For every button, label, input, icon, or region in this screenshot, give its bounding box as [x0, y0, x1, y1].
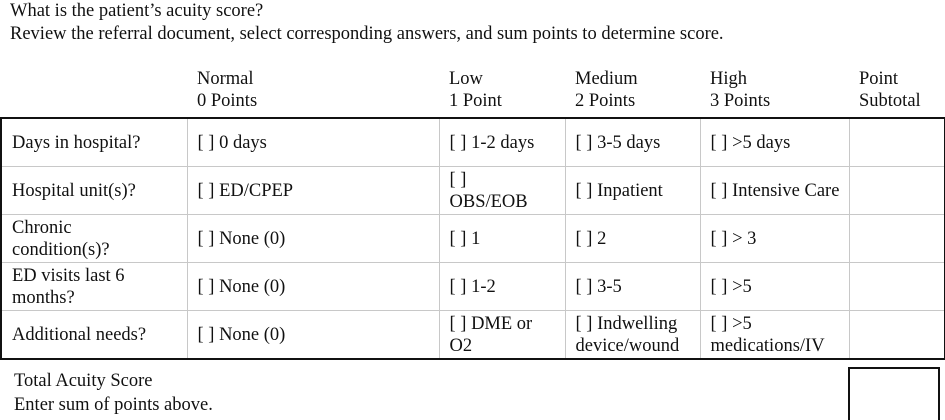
header-subtotal: Point Subtotal [859, 69, 921, 111]
row-label: ED visits last 6 months? [1, 263, 187, 311]
option-low[interactable]: [ ] DME or O2 [439, 311, 565, 360]
total-score-input[interactable] [848, 367, 940, 420]
option-low[interactable]: [ ] 1-2 days [439, 118, 565, 167]
question-title: What is the patient’s acuity score? [10, 1, 264, 21]
option-medium[interactable]: [ ] 2 [565, 215, 700, 263]
subtotal-cell[interactable] [849, 215, 945, 263]
header-high: High 3 Points [710, 69, 771, 111]
option-medium[interactable]: [ ] 3-5 days [565, 118, 700, 167]
option-medium[interactable]: [ ] 3-5 [565, 263, 700, 311]
table-row [1, 215, 945, 263]
subtotal-cell[interactable] [849, 311, 945, 360]
subtotal-cell[interactable] [849, 263, 945, 311]
subtotal-cell[interactable] [849, 118, 945, 167]
option-normal[interactable]: [ ] None (0) [187, 215, 439, 263]
table-row [1, 263, 945, 311]
question-instructions: Review the referral document, select corresponding answers, and sum points to determine score. [10, 24, 724, 44]
option-medium[interactable]: [ ] Inpatient [565, 167, 700, 215]
total-label: Total Acuity Score [14, 371, 153, 391]
option-low[interactable]: [ ] 1-2 [439, 263, 565, 311]
total-section [14, 370, 213, 418]
row-label: Hospital unit(s)? [1, 167, 187, 215]
option-high[interactable]: [ ] >5 days [700, 118, 849, 167]
table-row [1, 118, 945, 167]
header-medium: Medium 2 Points [575, 69, 638, 111]
header-low: Low 1 Point [449, 69, 502, 111]
option-normal[interactable]: [ ] ED/CPEP [187, 167, 439, 215]
option-high[interactable]: [ ] >5 medications/IV [700, 311, 849, 360]
option-high[interactable]: [ ] > 3 [700, 215, 849, 263]
option-normal[interactable]: [ ] None (0) [187, 311, 439, 360]
table-row [1, 311, 945, 360]
option-low[interactable]: [ ] 1 [439, 215, 565, 263]
question-header [10, 0, 724, 46]
row-label: Additional needs? [1, 311, 187, 360]
table-row [1, 167, 945, 215]
option-normal[interactable]: [ ] None (0) [187, 263, 439, 311]
row-label: Chronic condition(s)? [1, 215, 187, 263]
header-question [1, 66, 187, 118]
header-normal: Normal 0 Points [197, 69, 258, 111]
option-low[interactable]: [ ] OBS/EOB [439, 167, 565, 215]
subtotal-cell[interactable] [849, 167, 945, 215]
total-hint: Enter sum of points above. [14, 395, 213, 415]
row-label: Days in hospital? [1, 118, 187, 167]
option-high[interactable]: [ ] >5 [700, 263, 849, 311]
acuity-score-table [0, 66, 945, 360]
header-row [1, 66, 945, 118]
option-high[interactable]: [ ] Intensive Care [700, 167, 849, 215]
option-normal[interactable]: [ ] 0 days [187, 118, 439, 167]
option-medium[interactable]: [ ] Indwelling device/wound [565, 311, 700, 360]
